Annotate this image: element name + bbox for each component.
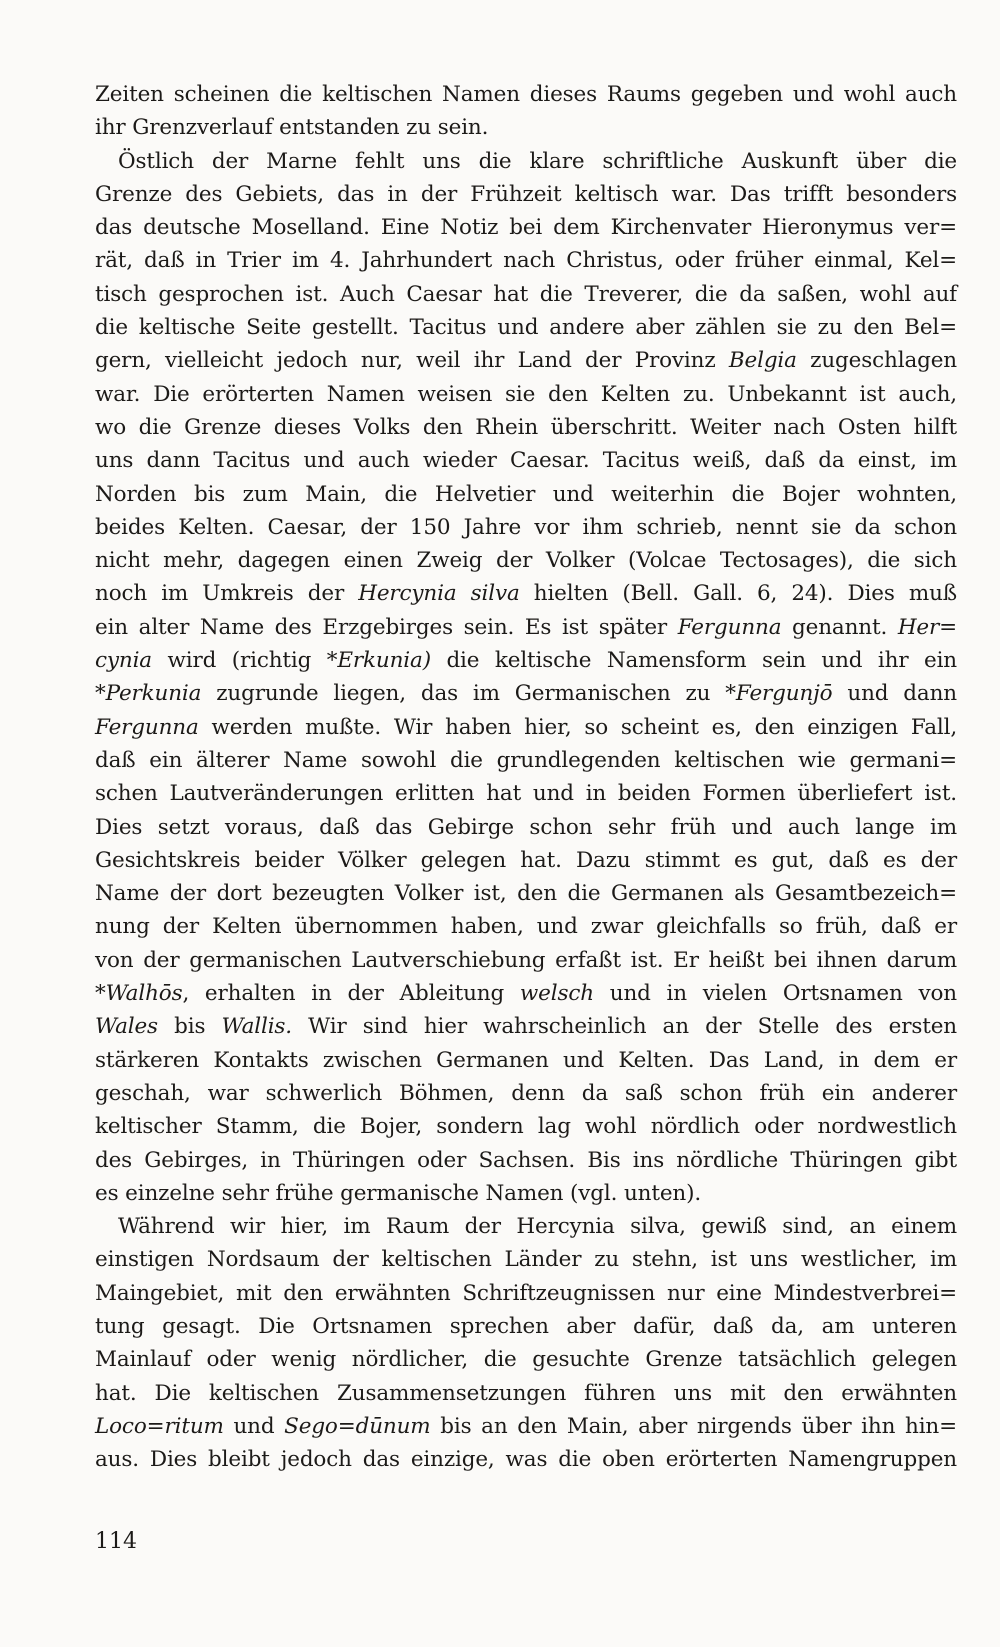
text-segment: ihr Grenzverlauf entstanden zu sein.	[95, 115, 489, 141]
italic-text: Sego=dūnum	[284, 1413, 431, 1439]
text-line	[95, 1243, 957, 1276]
text-line	[95, 811, 957, 844]
italic-text: Belgia	[728, 348, 797, 374]
text-segment: bis an den Main, aber nirgends über ihn hin=	[430, 1413, 957, 1439]
text-segment: Norden bis zum Main, die Helvetier und weiterhin die Bojer wohnten,	[95, 481, 957, 507]
text-line	[95, 145, 957, 178]
text-segment: schen Lautveränderungen erlitten hat und in beiden Formen überliefert ist.	[95, 781, 957, 807]
text-line	[95, 877, 957, 910]
text-segment: Gesichtskreis beider Völker gelegen hat. Dazu stimmt es gut, daß es der	[95, 847, 957, 873]
text-segment: Zeiten scheinen die keltischen Namen dieses Raums gegeben und wohl auch	[95, 82, 957, 107]
text-segment: und dann	[832, 681, 957, 707]
text-segment: rät, daß in Trier im 4. Jahrhundert nach Christus, oder früher einmal, Kel=	[95, 248, 957, 274]
italic-text: Loco=ritum	[95, 1413, 224, 1439]
text-segment: Wir sind hier wahrscheinlich an der Stelle des ersten	[292, 1014, 957, 1040]
text-segment: noch im Umkreis der	[95, 581, 359, 607]
text-segment: Maingebiet, mit den erwähnten Schriftzeugnissen nur eine Mindestverbrei=	[95, 1280, 957, 1306]
text-segment: uns dann Tacitus und auch wieder Caesar. Tacitus weiß, daß da einst, im	[95, 448, 957, 474]
italic-text: welsch	[519, 981, 594, 1007]
italic-text: Hercynia silva	[358, 581, 520, 607]
text-segment: und in vielen Ortsnamen von	[593, 981, 957, 1007]
text-segment: genannt.	[781, 614, 898, 640]
text-line	[95, 211, 957, 244]
text-segment: das deutsche Moselland. Eine Notiz bei dem Kirchenvater Hieronymus ver=	[95, 215, 957, 241]
text-segment: nung der Kelten übernommen haben, und zwar gleichfalls so früh, daß er	[95, 914, 957, 940]
text-segment: die keltische Namensform sein und ihr ein	[430, 648, 957, 674]
body-text	[95, 78, 957, 1476]
text-segment: , erhalten in der Ableitung	[182, 981, 520, 1007]
text-segment: stärkeren Kontakts zwischen Germanen und Kelten. Das Land, in dem er	[95, 1047, 957, 1073]
text-line	[95, 577, 957, 610]
italic-text: cynia	[95, 648, 152, 674]
text-line	[95, 1044, 957, 1077]
text-segment: nicht mehr, dagegen einen Zweig der Volker (Volcae Tectosages), die sich	[95, 548, 957, 574]
text-line	[95, 311, 957, 344]
italic-text: Fergunna	[677, 614, 782, 640]
text-segment: Mainlauf oder wenig nördlicher, die gesuchte Grenze tatsächlich gelegen	[95, 1347, 957, 1373]
text-line	[95, 844, 957, 877]
text-line	[95, 444, 957, 477]
text-segment: Dies setzt voraus, daß das Gebirge schon sehr früh und auch lange im	[95, 814, 957, 840]
text-segment: die keltische Seite gestellt. Tacitus und andere aber zählen sie zu den Bel=	[95, 315, 957, 341]
text-line	[95, 977, 957, 1010]
text-line	[95, 1377, 957, 1410]
text-line	[95, 544, 957, 577]
text-line	[95, 644, 957, 677]
text-segment: und	[223, 1413, 285, 1439]
text-segment: einstigen Nordsaum der keltischen Länder zu stehn, ist uns westlicher, im	[95, 1247, 957, 1273]
text-line	[95, 278, 957, 311]
text-segment: hat. Die keltischen Zusammensetzungen führen uns mit den erwähnten	[95, 1380, 957, 1406]
text-line	[95, 178, 957, 211]
text-segment: wird (richtig	[151, 648, 327, 674]
text-line	[95, 478, 957, 511]
italic-text: Her=	[897, 614, 957, 640]
text-line	[95, 411, 957, 444]
text-line	[95, 1210, 957, 1243]
text-line	[95, 1410, 957, 1443]
text-line	[95, 1343, 957, 1376]
text-line	[95, 744, 957, 777]
text-line	[95, 677, 957, 710]
page-number: 114	[95, 1529, 137, 1554]
text-segment: zugrunde liegen, das im Germanischen zu	[201, 681, 726, 707]
text-segment: Name der dort bezeugten Volker ist, den die Germanen als Gesamtbezeich=	[95, 881, 957, 907]
text-line	[95, 511, 957, 544]
text-line	[95, 1310, 957, 1343]
text-segment: tung gesagt. Die Ortsnamen sprechen aber dafür, daß da, am unteren	[95, 1313, 957, 1339]
text-line	[95, 777, 957, 810]
text-segment: beides Kelten. Caesar, der 150 Jahre vor ihm schrieb, nennt sie da schon	[95, 514, 957, 540]
text-segment: es einzelne sehr frühe germanische Namen (vgl. unten).	[95, 1180, 702, 1206]
text-line	[95, 244, 957, 277]
text-line	[95, 1010, 957, 1043]
text-line	[95, 1110, 957, 1143]
text-segment: des Gebirges, in Thüringen oder Sachsen. Bis ins nördliche Thüringen gibt	[95, 1147, 957, 1173]
italic-text: *Walhōs	[95, 981, 183, 1007]
italic-text: Wales	[95, 1014, 158, 1040]
text-line	[95, 378, 957, 411]
text-segment: tisch gesprochen ist. Auch Caesar hat die Treverer, die da saßen, wohl auf	[95, 281, 957, 307]
text-segment: hielten (Bell. Gall. 6, 24). Dies muß	[519, 581, 957, 607]
text-segment: ein alter Name des Erzgebirges sein. Es ist später	[95, 614, 678, 640]
text-segment: Grenze des Gebiets, das in der Frühzeit keltisch war. Das trifft besonders	[95, 181, 957, 207]
text-segment: keltischer Stamm, die Bojer, sondern lag wohl nördlich oder nordwestlich	[95, 1114, 957, 1140]
text-segment: Östlich der Marne fehlt uns die klare schriftliche Auskunft über die	[118, 148, 957, 174]
italic-text: *Erkunia)	[326, 648, 431, 674]
text-line	[95, 1144, 957, 1177]
text-segment: zugeschlagen	[796, 348, 957, 374]
text-line	[95, 1177, 957, 1210]
italic-text: *Perkunia	[95, 681, 202, 707]
text-line	[95, 611, 957, 644]
text-segment: daß ein älterer Name sowohl die grundlegenden keltischen wie germani=	[95, 747, 957, 773]
italic-text: Wallis.	[221, 1014, 292, 1040]
text-line	[95, 344, 957, 377]
text-line	[95, 711, 957, 744]
text-line	[95, 78, 957, 111]
text-segment: bis	[157, 1014, 222, 1040]
text-segment: wo die Grenze dieses Volks den Rhein überschritt. Weiter nach Osten hilft	[95, 414, 957, 440]
text-segment: werden mußte. Wir haben hier, so scheint es, den einzigen Fall,	[198, 714, 957, 740]
text-segment: gern, vielleicht jedoch nur, weil ihr Land der Provinz	[95, 348, 729, 374]
text-line	[95, 910, 957, 943]
text-line	[95, 944, 957, 977]
italic-text: *Fergunjō	[725, 681, 833, 707]
text-line	[95, 111, 957, 144]
text-segment: Während wir hier, im Raum der Hercynia silva, gewiß sind, an einem	[118, 1214, 957, 1240]
text-line	[95, 1443, 957, 1476]
text-line	[95, 1277, 957, 1310]
text-line	[95, 1077, 957, 1110]
text-segment: aus. Dies bleibt jedoch das einzige, was die oben erörterten Namengruppen	[95, 1447, 957, 1473]
text-segment: geschah, war schwerlich Böhmen, denn da saß schon früh ein anderer	[95, 1080, 957, 1106]
italic-text: Fergunna	[95, 714, 199, 740]
text-segment: war. Die erörterten Namen weisen sie den Kelten zu. Unbekannt ist auch,	[95, 381, 957, 407]
text-segment: von der germanischen Lautverschiebung erfaßt ist. Er heißt bei ihnen darum	[95, 947, 957, 973]
